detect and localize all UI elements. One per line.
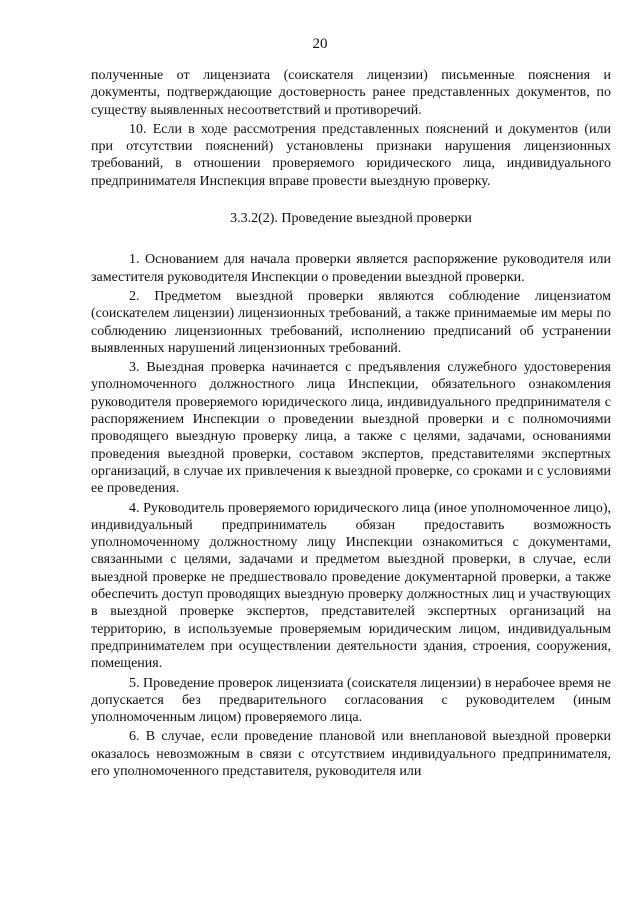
paragraph-continuation: полученные от лицензиата (соискателя лицензии) письменные пояснения и документы, подтверждающие достоверность ранее представленных документов, по существу выявленных несоответствий и противоречий. xyxy=(91,68,611,118)
paragraph-item-3: 3. Выездная проверка начинается с предъявления служебного удостоверения уполномоченного должностного лица Инспекции, обязательного ознакомления руководителя проверяемого юридического лица, индивидуального предпринимателя с распоряжением Инспекции о проведении выездной проверки и с полномочиями проводящего выездную проверку лица, а также с целями, задачами, основаниями проведения выездной проверки, составом экспертов, представителями экспертных организаций, в случае их привлечения к выездной проверке, со сроками и с условиями ее проведения. xyxy=(91,360,611,497)
paragraph-item-10: 10. Если в ходе рассмотрения представленных пояснений и документов (или при отсутствии пояснений) установлены признаки нарушения лицензионных требований, в отношении проверяемого юридического лица, индивидуального предпринимателя Инспекция вправе провести выездную проверку. xyxy=(91,121,611,189)
section-heading: 3.3.2(2). Проведение выездной проверки xyxy=(230,211,472,227)
paragraph-item-2: 2. Предметом выездной проверки являются соблюдение лицензиатом (соискателем лицензии) лицензионных требований, а также принимаемые им меры по соблюдению лицензионных требований, исполнению предписаний об устранении выявленных нарушений лицензионных требований. xyxy=(91,288,611,356)
paragraph-item-6: 6. В случае, если проведение плановой или внеплановой выездной проверки оказалось невозможным в связи с отсутствием индивидуального предпринимателя, его уполномоченного представителя, руководителя или xyxy=(91,729,611,779)
paragraph-item-4: 4. Руководитель проверяемого юридического лица (иное уполномоченное лицо), индивидуальный предприниматель обязан предоставить возможность уполномоченному должностному лицу Инспекции ознакомиться с документами, связанными с целями, задачами и предметом выездной проверки, в случае, если выездной проверке не предшествовало проведение документарной проверки, а также обеспечить доступ проводящих выездную проверку должностных лиц и участвующих в выездной проверке экспертов, представителей экспертных организаций на территорию, в используемые проверяемым юридическим лицом, индивидуальным предпринимателем при осуществлении деятельности здания, строения, сооружения, помещения. xyxy=(91,500,611,672)
paragraph-item-5: 5. Проведение проверок лицензиата (соискателя лицензии) в нерабочее время не допускается без предварительного согласования с руководителем (иным уполномоченным лицом) проверяемого лица. xyxy=(91,675,611,726)
document-body xyxy=(91,67,611,780)
page-number: 20 xyxy=(312,36,328,52)
paragraph-item-1: 1. Основанием для начала проверки является распоряжение руководителя или заместителя руководителя Инспекции о проведении выездной проверки. xyxy=(91,252,611,285)
